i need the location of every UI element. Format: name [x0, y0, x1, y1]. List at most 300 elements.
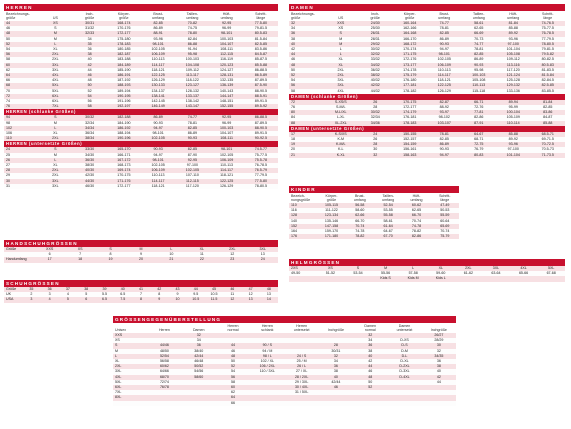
table-cell: 81.5-84 — [531, 73, 566, 78]
table-cell: 97-100 — [496, 42, 531, 47]
table-cell: 98-101 — [141, 42, 175, 47]
table-cell: 26 — [4, 158, 38, 163]
table-cell: 142-145 — [141, 99, 175, 104]
table-cell — [387, 401, 421, 406]
table-cell: 46 — [73, 73, 107, 78]
table-cell: 70.5-73 — [531, 147, 566, 152]
table-cell: 12 — [223, 297, 241, 302]
damen-section — [289, 4, 565, 158]
table-cell: 38 — [289, 37, 324, 42]
table-cell: M-L/XL — [324, 110, 359, 115]
table-cell: 3XL — [38, 184, 72, 189]
table-cell: 68 — [4, 83, 38, 88]
table-cell: 44 — [4, 21, 38, 26]
table-cell: 109-112 — [496, 57, 531, 62]
table-cell — [510, 276, 538, 281]
table-cell: XL — [38, 131, 72, 136]
table-cell: 81-84 — [496, 21, 531, 26]
table-cell: 2XL — [324, 68, 359, 73]
table-cell: 96-99 — [210, 26, 244, 31]
table-cell: 11 — [187, 252, 217, 257]
table-cell: 31/32 — [73, 26, 107, 31]
table-cell: 168-174 — [107, 21, 141, 26]
table-cell: 183-188 — [107, 57, 141, 62]
table-cell: 3XL — [38, 68, 72, 73]
table-cell: 96-99 — [210, 121, 244, 126]
table-cell: 94-97 — [141, 153, 175, 158]
table-row — [4, 297, 278, 302]
table-cell: 92-95 — [210, 115, 244, 120]
table-cell: 34/36 — [358, 121, 393, 126]
table-row — [4, 257, 278, 262]
table-cell: 173-177 — [393, 63, 428, 68]
table-cell — [250, 401, 284, 406]
herren-slim-title: HERREN (schlanke Größen) — [4, 109, 278, 115]
table-cell: 85-87.5 — [244, 57, 278, 62]
table-cell: 105-108 — [462, 78, 497, 83]
column-header: US — [338, 16, 344, 21]
table-cell — [113, 401, 147, 406]
table-cell: Handumfang — [4, 257, 34, 262]
table-cell: 86-88.5 — [244, 68, 278, 73]
table-cell: 170-174 — [393, 47, 428, 52]
table-cell: XL — [187, 247, 217, 252]
table-cell: 13 — [248, 252, 279, 257]
table-cell: 121-124 — [496, 73, 531, 78]
table-cell: 52 — [4, 42, 38, 47]
column-header: Herren normal — [227, 323, 239, 333]
table-cell: 78-81 — [462, 47, 497, 52]
table-cell: 85-88 — [496, 26, 531, 31]
table-cell: 178-182 — [393, 89, 428, 94]
table-cell — [319, 401, 353, 406]
damen-table — [289, 11, 565, 94]
table-cell: 75-77.5 — [531, 26, 566, 31]
table-cell: 190-195 — [107, 94, 141, 99]
table-cell: 6.5 — [114, 292, 132, 297]
table-cell: 116 — [289, 208, 317, 213]
table-cell: 54/56 — [182, 369, 216, 374]
table-cell: 93-96 — [496, 37, 531, 42]
table-cell: 70-82 — [175, 21, 209, 26]
table-cell: 53-54 — [344, 271, 372, 276]
column-header: Damen normal — [364, 323, 377, 333]
table-cell: 80-82.5 — [531, 57, 566, 62]
column-header: Damen untersetzt — [396, 323, 413, 333]
table-cell: 2 — [22, 292, 40, 297]
table-cell: 40 — [114, 287, 132, 292]
helm-title: HELMGRÖSSEN — [289, 259, 565, 266]
table-cell: 102-105 — [141, 136, 175, 141]
table-cell: 35 — [73, 42, 107, 47]
table-cell — [353, 401, 387, 406]
table-cell: 7XL — [38, 104, 72, 109]
table-cell: XL — [324, 57, 359, 62]
table-cell: 114-117 — [141, 179, 175, 184]
table-cell: 89.5-92 — [244, 104, 278, 109]
table-cell: 57-58 — [399, 271, 427, 276]
table-cell: L — [324, 47, 359, 52]
table-cell: 64 — [216, 395, 250, 400]
table-cell: 74-77 — [462, 42, 497, 47]
table-cell: 175-179 — [393, 73, 428, 78]
table-cell: 32 — [422, 349, 456, 354]
table-cell: 78-80 — [175, 31, 209, 36]
table-cell: M — [38, 37, 72, 42]
table-cell: 78-80.5 — [531, 42, 566, 47]
table-cell: 101-104 — [496, 153, 531, 158]
table-cell: 30 — [422, 343, 456, 348]
table-cell: 46 — [319, 385, 353, 390]
table-cell: 106-109 — [210, 158, 244, 163]
column-header: Bezeichnungs- größe — [291, 11, 315, 21]
table-cell: 98 — [4, 121, 38, 126]
table-cell: 34/30 — [73, 153, 107, 158]
table-cell: 77-81 — [462, 110, 497, 115]
table-cell: 3XL — [482, 266, 510, 271]
table-cell: 172-176 — [393, 57, 428, 62]
table-cell: 25 — [4, 153, 38, 158]
table-cell: 75-77.5 — [244, 153, 278, 158]
table-cell: 77-79.5 — [531, 37, 566, 42]
table-cell: 21 — [289, 153, 324, 158]
table-cell: 176-181 — [393, 115, 428, 120]
table-cell: 7.5 — [114, 297, 132, 302]
table-cell: 102-105 — [141, 47, 175, 52]
table-cell: K-M/L — [324, 142, 359, 147]
table-cell: 28 — [358, 105, 393, 110]
table-cell: 160-164 — [393, 21, 428, 26]
table-cell: 86-89 — [462, 57, 497, 62]
table-cell: 134-137 — [141, 89, 175, 94]
table-cell: 44 — [289, 52, 324, 57]
table-cell: XS — [38, 21, 72, 26]
table-cell: 42 — [353, 359, 387, 364]
column-header: Schritt- länge — [439, 193, 451, 203]
table-cell: 114-117 — [210, 168, 244, 173]
table-cell: 110-113 — [141, 57, 175, 62]
column-header: Körper- größe — [117, 11, 130, 21]
table-cell: 28/31 — [358, 37, 393, 42]
column-header: Körper- größe — [325, 193, 338, 203]
table-cell: 54 — [73, 94, 107, 99]
table-cell: 63-64 — [482, 271, 510, 276]
table-cell: 12 — [241, 292, 259, 297]
table-cell: 38 — [73, 52, 107, 57]
table-cell: 76.5-79 — [244, 168, 278, 173]
table-cell — [182, 401, 216, 406]
table-cell: 30 / 4XL — [284, 385, 318, 390]
table-cell: 105-108 — [496, 52, 531, 57]
table-cell: 32/34 — [73, 121, 107, 126]
table-cell: XS — [324, 26, 359, 31]
table-cell — [289, 276, 317, 281]
table-cell: 2XL — [217, 247, 247, 252]
table-cell: 116-119 — [210, 57, 244, 62]
table-cell: 86-89 — [141, 26, 175, 31]
table-cell: 34 — [73, 37, 107, 42]
table-cell: 51-52 — [317, 271, 345, 276]
table-cell: 62-66 — [346, 213, 374, 218]
table-cell: 76 — [289, 105, 324, 110]
table-cell: 3 — [22, 297, 40, 302]
table-cell: S-XS/S — [324, 100, 359, 105]
column-header: Bezeichnungs- größe — [6, 11, 30, 21]
table-cell: 74-78 — [402, 224, 430, 229]
table-cell: 60 — [216, 385, 250, 390]
column-header: Brust- umfang — [152, 11, 165, 21]
table-cell: 97-100 — [175, 163, 209, 168]
table-cell: 90-93 — [427, 42, 462, 47]
table-cell: Größe — [4, 287, 22, 292]
table-cell: 66-70 — [402, 213, 430, 218]
table-cell: 54 — [216, 369, 250, 374]
table-cell: 24 — [4, 147, 38, 152]
table-cell: 20 — [289, 147, 324, 152]
table-cell: XS — [317, 266, 345, 271]
table-cell: 174-178 — [393, 68, 428, 73]
column-header: Inch- größe — [370, 11, 380, 21]
table-cell: 110-113 — [210, 163, 244, 168]
table-cell: 58-61 — [462, 21, 497, 26]
table-cell: 86.5-89 — [244, 73, 278, 78]
table-cell: 107-110 — [175, 173, 209, 178]
table-cell: L — [38, 42, 72, 47]
table-cell: 90-93 — [427, 147, 462, 152]
table-cell: 90-93 — [175, 136, 209, 141]
table-cell: 66-69 — [462, 31, 497, 36]
table-cell: S — [324, 31, 359, 36]
table-cell: 82-87 — [427, 100, 462, 105]
table-cell: 166-171 — [107, 153, 141, 158]
table-cell: 83-85.5 — [531, 89, 566, 94]
table-cell: 52 — [73, 89, 107, 94]
table-cell: 44 — [187, 287, 205, 292]
table-cell: XXS — [113, 333, 147, 338]
table-cell: 40/30 — [73, 168, 107, 173]
table-cell — [455, 276, 483, 281]
table-cell: 82-86 — [402, 234, 430, 239]
table-cell: 36 — [289, 31, 324, 36]
table-cell: 75-79 — [431, 234, 459, 239]
table-cell: D-3XL — [387, 369, 421, 374]
table-cell: 64-67 — [374, 229, 402, 234]
table-row — [4, 184, 278, 189]
table-cell: 75.5-78 — [244, 158, 278, 163]
column-header: Hüft- umfang — [410, 193, 423, 203]
table-cell: 100-103 — [210, 126, 244, 131]
table-cell: XL — [38, 47, 72, 52]
table-cell: 50 — [4, 37, 38, 42]
table-cell: 40 — [319, 375, 353, 380]
table-cell: 32 — [353, 333, 387, 338]
table-cell: 6.5 — [95, 297, 113, 302]
table-cell: 27 — [4, 163, 38, 168]
table-cell: 34 — [353, 338, 387, 343]
table-cell: 189-194 — [107, 89, 141, 94]
column-header: Taillen- umfang — [382, 193, 395, 203]
table-cell: 38 — [319, 369, 353, 374]
table-cell — [284, 401, 318, 406]
table-cell: 87.5-90 — [244, 83, 278, 88]
table-cell: 27 / XL — [284, 369, 318, 374]
table-cell: 90-93 — [462, 63, 497, 68]
table-cell: 5XL — [113, 380, 147, 385]
table-cell: 77.5-80 — [244, 179, 278, 184]
table-cell: 117-120 — [496, 68, 531, 73]
table-cell: K-S/XS — [324, 132, 359, 137]
table-cell: 86-88.5 — [244, 115, 278, 120]
table-cell: 5XL — [38, 89, 72, 94]
table-cell: 28 — [358, 142, 393, 147]
table-cell: 118-121 — [141, 184, 175, 189]
table-cell: 112-115 — [210, 52, 244, 57]
table-cell: 72 — [4, 94, 38, 99]
table-cell: 124-127 — [210, 68, 244, 73]
table-cell: 77-79.5 — [244, 173, 278, 178]
table-cell: 2XS — [289, 266, 317, 271]
table-cell: Kids L — [427, 276, 455, 281]
conv-title: GRÖSSENGEGENÜBERSTELLUNG — [113, 316, 456, 323]
column-header: Schritt- länge — [542, 11, 554, 21]
herren-short-title: HERREN (untersetzte Größen) — [4, 141, 278, 147]
table-cell: 30 — [358, 147, 393, 152]
table-cell: 50 — [289, 68, 324, 73]
table-cell: 182-187 — [107, 52, 141, 57]
table-cell: 118-121 — [210, 173, 244, 178]
table-cell: 72 — [289, 100, 324, 105]
table-cell: 147-158 — [317, 224, 345, 229]
table-cell: 2XL — [113, 364, 147, 369]
table-cell: 68-71 — [462, 137, 497, 142]
table-cell: 26/27 — [422, 333, 456, 338]
table-cell: 32 — [182, 333, 216, 338]
table-cell: 188-193 — [107, 83, 141, 88]
table-cell: 174-179 — [393, 110, 428, 115]
table-cell: 122-125 — [141, 73, 175, 78]
table-cell: L-XL — [324, 115, 359, 120]
table-cell: 44/30 — [73, 179, 107, 184]
table-cell: 108-111 — [210, 47, 244, 52]
table-cell: 128-132 — [175, 89, 209, 94]
table-cell: 78-82 — [402, 229, 430, 234]
table-cell: 79-81.5 — [244, 26, 278, 31]
table-cell: 118-121 — [141, 68, 175, 73]
table-cell: 13 — [241, 297, 259, 302]
table-cell: 36 — [41, 287, 59, 292]
table-cell: 113-116 — [496, 63, 531, 68]
shoes-title: SCHUHGRÖSSEN — [4, 280, 278, 287]
table-cell: 88 — [289, 121, 324, 126]
table-cell: 30/32 — [358, 47, 393, 52]
table-cell: 103-107 — [427, 121, 462, 126]
damen-slim-title: DAMEN (schlanke Größen) — [289, 94, 565, 100]
table-cell: 76-79 — [462, 147, 497, 152]
table-cell: 98-101 — [210, 31, 244, 36]
table-cell: 48 — [4, 31, 38, 36]
table-cell: 41 — [132, 287, 150, 292]
table-cell: 94 — [4, 115, 38, 120]
table-cell — [344, 276, 372, 281]
table-cell: 84.5-87 — [244, 52, 278, 57]
table-cell: 114-117 — [427, 73, 462, 78]
table-cell: 120-123 — [210, 63, 244, 68]
table-cell: 115-118 — [462, 89, 497, 94]
table-cell: 167-172 — [107, 158, 141, 163]
table-cell: K-M — [324, 137, 359, 142]
table-cell: 98-101 — [141, 158, 175, 163]
table-cell: 46 — [289, 57, 324, 62]
table-cell: 65-69 — [431, 224, 459, 229]
table-cell: 38/32 — [358, 73, 393, 78]
table-cell: 14 — [260, 297, 278, 302]
table-cell: 94 / M — [250, 349, 284, 354]
table-cell: 84 — [289, 115, 324, 120]
table-cell: K-L — [324, 147, 359, 152]
table-cell: 102-105 — [210, 153, 244, 158]
table-cell: 87-91 — [462, 121, 497, 126]
table-cell: 58-61 — [374, 219, 402, 224]
table-cell: 48 — [216, 354, 250, 359]
column-header: Taillen- umfang — [472, 11, 485, 21]
table-cell: 146-149 — [141, 104, 175, 109]
table-cell: 25 / M — [284, 359, 318, 364]
table-cell: 110-114 — [496, 121, 531, 126]
table-cell: 70-72.5 — [531, 142, 566, 147]
column-header: Brust- umfang — [438, 11, 451, 21]
table-cell: 92-95 — [175, 158, 209, 163]
table-cell: 40 — [422, 369, 456, 374]
table-cell: 30 — [4, 179, 38, 184]
table-cell: 32 — [358, 153, 393, 158]
table-cell: M — [324, 42, 359, 47]
table-cell: 82-84 — [175, 37, 209, 42]
table-cell: 48 — [353, 375, 387, 380]
column-header: Unisex — [115, 328, 126, 333]
table-cell: 68.5-71 — [531, 132, 566, 137]
table-cell: 32 — [289, 21, 324, 26]
table-cell: 100-103 — [462, 73, 497, 78]
table-cell: S — [38, 147, 72, 152]
column-header: Herren untersetzt — [293, 323, 310, 333]
table-cell: 52/54 — [147, 354, 181, 359]
table-cell: 62 — [4, 68, 38, 73]
table-cell: 2XL — [324, 73, 359, 78]
table-cell: 123-127 — [175, 83, 209, 88]
table-cell: 82-84.5 — [531, 78, 566, 83]
table-cell: 48 — [289, 63, 324, 68]
table-cell: L — [399, 266, 427, 271]
table-cell: 36 — [353, 343, 387, 348]
table-cell: 58 — [289, 89, 324, 94]
table-cell: 135-146 — [317, 219, 345, 224]
table-cell: 122-125 — [427, 83, 462, 88]
table-cell: 42/44 — [182, 354, 216, 359]
table-cell: 90-93 — [141, 147, 175, 152]
table-cell: D-S — [387, 343, 421, 348]
table-cell: 188-194 — [107, 131, 141, 136]
table-cell: 125-128 — [496, 78, 531, 83]
table-cell: 70-73 — [462, 37, 497, 42]
table-cell: 111-122 — [317, 208, 345, 213]
table-cell: 50 — [216, 359, 250, 364]
table-cell: 44/32 — [358, 89, 393, 94]
helm-section — [289, 259, 565, 282]
table-cell: 38 — [353, 349, 387, 354]
table-cell: 101-104 — [496, 47, 531, 52]
table-cell: 42/32 — [358, 83, 393, 88]
table-cell: 44 — [73, 68, 107, 73]
